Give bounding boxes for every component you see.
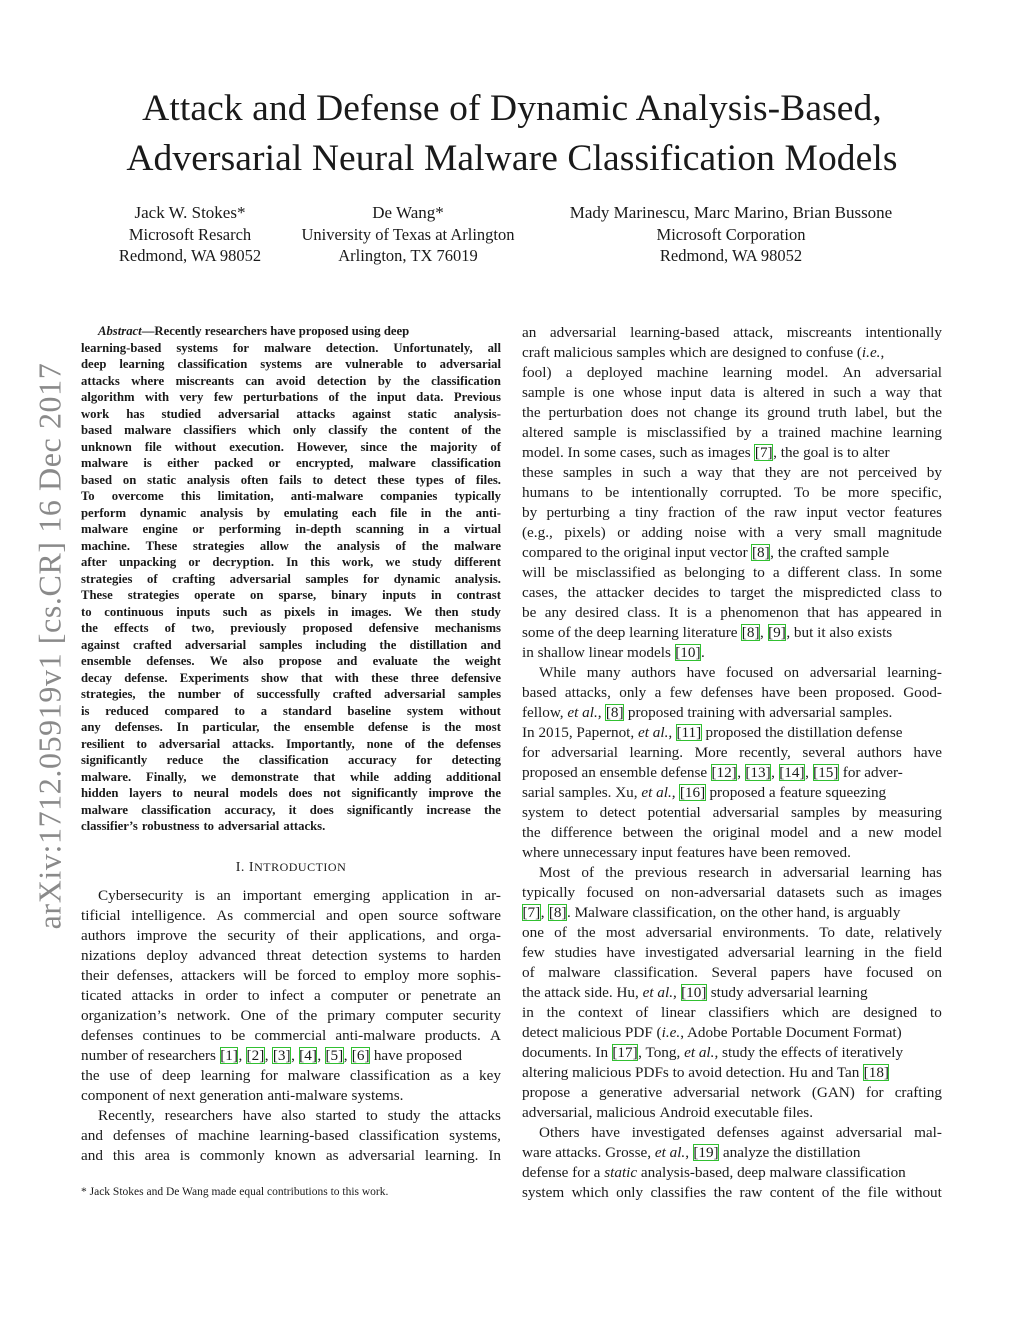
text-line: typically focused on non-adversarial datasets such as images <box>522 884 942 901</box>
paper-title <box>60 84 964 184</box>
text-line: detect malicious PDF (i.e., Adobe Portable Document Format) <box>522 1024 902 1041</box>
abstract-line: strategies of crafting adversarial samples for dynamic analysis. <box>81 571 501 586</box>
abstract <box>81 323 501 835</box>
citation-link[interactable]: [8] <box>605 704 624 721</box>
abstract-line: decay defense. Experiments show that with these three defensive <box>81 670 501 685</box>
author-block-stokes <box>100 202 280 266</box>
text-line: [7], [8]. Malware classification, on the other hand, is arguably <box>522 904 901 921</box>
abstract-line: algorithm with very few perturbations of the input data. Previous <box>81 390 501 404</box>
text-line: in the context of linear classifiers which are designed to <box>522 1004 942 1021</box>
abstract-line: machine. These strategies allow the analysis of the malware <box>81 538 501 553</box>
abstract-line: to continuous inputs such as pixels in images. We then study <box>81 604 501 619</box>
abstract-line: malware. Finally, we demonstrate that while adding additional <box>81 769 501 784</box>
text-line: adversarial, malicious Android executable files. <box>522 1104 813 1121</box>
abstract-line: based malware classifiers which only classify the content of the <box>81 423 501 437</box>
abstract-line: is reduced compared to a standard baseline system without <box>81 703 501 718</box>
text-line: (e.g., pixels) or adding noise with a very small magnitude <box>522 524 942 541</box>
text-line: the perturbation does not change its ground truth label, but the <box>522 404 942 421</box>
text-line: one of the most adversarial environments. To date, relatively <box>522 924 942 941</box>
abstract-line: To overcome this limitation, anti-malware companies typically <box>81 489 501 503</box>
citation-link[interactable]: [10] <box>681 984 707 1001</box>
citation-link[interactable]: [11] <box>676 724 702 741</box>
text-line: ware attacks. Grosse, et al., [19] analyze the distillation <box>522 1144 861 1161</box>
text-line: cases, the attacker decides to target the mispredicted class to <box>522 584 942 601</box>
text-line: be any desired class. It is a phenomenon that has appeared in <box>522 604 942 621</box>
abstract-line: malware engine or performing in-depth scanning in a virtual <box>81 522 501 536</box>
text-line: defenses continues to be commercial anti-malware products. A <box>81 1027 501 1044</box>
text-line: in shallow linear models [10]. <box>522 644 705 661</box>
author-location: Redmond, WA 98052 <box>659 246 803 265</box>
author-block-microsoft <box>536 202 926 266</box>
author-affiliation: University of Texas at Arlington <box>301 225 515 244</box>
abstract-line: learning-based systems for malware detection. Unfortunately, all <box>81 340 501 355</box>
text-line: Most of the previous research in adversarial learning has <box>539 864 942 881</box>
text-line: the difference between the original model and a new model <box>522 824 942 841</box>
text-line: defense for a static analysis-based, deep malware classification <box>522 1164 906 1181</box>
text-line: an adversarial learning-based attack, miscreants intentionally <box>522 324 942 341</box>
text-line: In 2015, Papernot, et al., [11] proposed the distillation defense <box>522 724 903 741</box>
citation-link[interactable]: [10] <box>675 644 701 661</box>
text-line: Cybersecurity is an important emerging application in ar- <box>98 887 501 904</box>
footnote: * Jack Stokes and De Wang made equal contributions to this work. <box>81 1186 389 1198</box>
intro-left-column <box>81 886 501 1166</box>
citation-link[interactable]: [5] <box>325 1047 344 1064</box>
author-location: Arlington, TX 76019 <box>338 246 478 265</box>
abstract-label: Abstract <box>98 324 142 338</box>
text-line: of malware classification. Several papers have focused on <box>522 964 942 981</box>
text-line: While many authors have focused on adversarial learning- <box>539 664 942 681</box>
abstract-line: hidden layers to neural models does not significantly improve the <box>81 786 501 800</box>
citation-link[interactable]: [6] <box>351 1047 370 1064</box>
abstract-line: deep learning classification systems are vulnerable to adversarial <box>81 357 501 371</box>
citation-link[interactable]: [1] <box>220 1047 238 1064</box>
abstract-line: malware is either packed or encrypted, malware classification <box>81 456 501 470</box>
author-location: Redmond, WA 98052 <box>118 246 262 265</box>
abstract-line: any defenses. In particular, the ensemble defense is the most <box>81 720 501 734</box>
citation-link[interactable]: [18] <box>863 1064 889 1081</box>
text-line: will be misclassified as belonging to a different class. In some <box>522 564 942 581</box>
citation-link[interactable]: [16] <box>679 784 706 801</box>
text-line: by perturbing a tiny fraction of the raw input vector features <box>522 504 942 521</box>
abstract-line: work has studied adversarial attacks against static analysis- <box>81 406 501 421</box>
text-line: proposed an ensemble defense [12], [13], [14], [15] for adver- <box>522 764 903 781</box>
author-affiliation: Microsoft Resarch <box>128 225 252 244</box>
text-line: based attacks, only a few defenses have been proposed. Good- <box>522 684 942 701</box>
text-line: craft malicious samples which are designed to confuse (i.e., <box>522 344 885 361</box>
abstract-line: strategies, the number of successfully crafted adversarial samples <box>81 687 501 701</box>
citation-link[interactable]: [7] <box>754 444 773 461</box>
abstract-line: against crafted adversarial samples including the distillation and <box>81 637 501 652</box>
citation-link[interactable]: [19] <box>693 1144 719 1161</box>
text-line: the attack side. Hu, et al., [10] study adversarial learning <box>522 984 868 1001</box>
text-line: where unnecessary input features have been removed. <box>522 844 851 861</box>
citation-link[interactable]: [7] <box>522 904 541 921</box>
text-line: and defenses of machine learning-based classification systems, <box>81 1127 501 1144</box>
citation-link[interactable]: [8] <box>548 904 567 921</box>
text-line: altered sample is misclassified by a trained machine learning <box>522 424 942 441</box>
abstract-line: after unpacking or decryption. In this work, we study different <box>81 555 501 569</box>
citation-link[interactable]: [3] <box>272 1047 291 1064</box>
abstract-line: ensemble defenses. We also propose and evaluate the weight <box>81 654 501 668</box>
text-line: these samples in such a way that they are not perceived by <box>522 464 942 481</box>
citation-link[interactable]: [8] <box>741 624 760 641</box>
abstract-line: attacks where miscreants can avoid detection by the classification <box>81 373 501 388</box>
author-name: De Wang* <box>372 203 444 222</box>
text-line: documents. In [17], Tong, et al., study the effects of iteratively <box>522 1044 904 1061</box>
text-line: model. In some cases, such as images [7], the goal is to alter <box>522 444 890 461</box>
text-line: their defenses, attackers will be forced to employ more sophis- <box>81 967 501 984</box>
title-line-2: Adversarial Neural Malware Classification Models <box>126 138 898 179</box>
citation-link[interactable]: [13] <box>745 764 771 781</box>
abstract-line: significantly reduce the classification accuracy for detecting <box>81 753 501 767</box>
text-line: ticated attacks in order to infect a computer or penetrate an <box>81 987 501 1004</box>
text-line: tificial intelligence. As commercial and open source software <box>81 907 501 924</box>
text-line: system to detect potential adversarial samples by measuring <box>522 804 942 821</box>
text-line: sarial samples. Xu, et al., [16] proposed a feature squeezing <box>522 784 887 801</box>
text-line: some of the deep learning literature [8], [9], but it also exists <box>522 624 893 641</box>
text-line: and this area is commonly known as adversarial learning. In <box>81 1147 501 1164</box>
text-line: number of researchers [1], [2], [3], [4], [5], [6] have proposed <box>81 1047 462 1064</box>
title-line-1: Attack and Defense of Dynamic Analysis-Based, <box>142 88 882 129</box>
citation-link[interactable]: [4] <box>299 1047 317 1064</box>
abstract-line: resilient to adversarial attacks. Importantly, none of the defenses <box>81 736 501 751</box>
abstract-line: These strategies operate on sparse, binary inputs in contrast <box>81 588 501 602</box>
text-line: fool) a deployed machine learning model. An adversarial <box>522 364 942 381</box>
intro-right-column <box>522 323 942 1203</box>
abstract-line: malware classification accuracy, it does significantly increase the <box>81 802 501 817</box>
citation-link[interactable]: [8] <box>751 544 770 561</box>
author-name: Jack W. Stokes* <box>134 203 246 222</box>
text-line: for adversarial learning. More recently, several authors have <box>522 744 942 761</box>
author-name: Mady Marinescu, Marc Marino, Brian Bussone <box>569 203 893 222</box>
citation-link[interactable]: [9] <box>768 624 786 641</box>
text-line: Others have investigated defenses against adversarial mal- <box>539 1124 942 1141</box>
section-heading-introduction: I. INTRODUCTION <box>235 860 347 875</box>
text-line: altering malicious PDFs to avoid detection. Hu and Tan [18] <box>522 1064 889 1081</box>
abstract-line: classifier’s robustness to adversarial attacks. <box>81 819 326 833</box>
abstract-line: unknown file without execution. However, since the majority of <box>81 439 501 454</box>
abstract-line: based on static analysis often fails to detect these types of files. <box>81 472 501 487</box>
text-line: sample is one whose input data is altered in such a way that <box>522 384 942 401</box>
author-affiliation: Microsoft Corporation <box>656 225 806 244</box>
citation-link[interactable]: [17] <box>612 1044 638 1061</box>
arxiv-id: arXiv:1712.05919v1 [cs.CR] 16 Dec 2017 <box>31 362 68 930</box>
text-line: humans to be intentionally corrupted. To be more specific, <box>522 484 942 501</box>
text-line: organization’s network. One of the primary computer security <box>81 1007 501 1024</box>
text-line: nizations deploy advanced threat detection systems to harden <box>81 947 501 964</box>
abstract-line: Abstract—Recently researchers have proposed using deep <box>98 324 410 338</box>
citation-link[interactable]: [2] <box>246 1047 265 1064</box>
text-line: system which only classifies the raw content of the file without <box>522 1184 942 1201</box>
citation-link[interactable]: [15] <box>813 764 839 781</box>
author-block-wang <box>290 202 526 266</box>
text-line: few studies have investigated adversarial learning in the field <box>522 944 942 961</box>
abstract-line: perform dynamic analysis by emulating each file in the anti- <box>81 505 501 520</box>
citation-link[interactable]: [12] <box>711 764 737 781</box>
text-line: fellow, et al., [8] proposed training with adversarial samples. <box>522 704 893 721</box>
text-line: Recently, researchers have also started to study the attacks <box>98 1107 501 1124</box>
text-line: component of next generation anti-malware systems. <box>81 1087 404 1104</box>
text-line: compared to the original input vector [8], the crafted sample <box>522 544 890 561</box>
text-line: the use of deep learning for malware classification as a key <box>81 1067 501 1084</box>
abstract-line: the effects of two, previously proposed defensive mechanisms <box>81 621 501 635</box>
text-line: authors improve the security of their applications, and orga- <box>81 927 501 944</box>
text-line: propose a generative adversarial network (GAN) for crafting <box>522 1084 942 1101</box>
citation-link[interactable]: [14] <box>779 764 805 781</box>
